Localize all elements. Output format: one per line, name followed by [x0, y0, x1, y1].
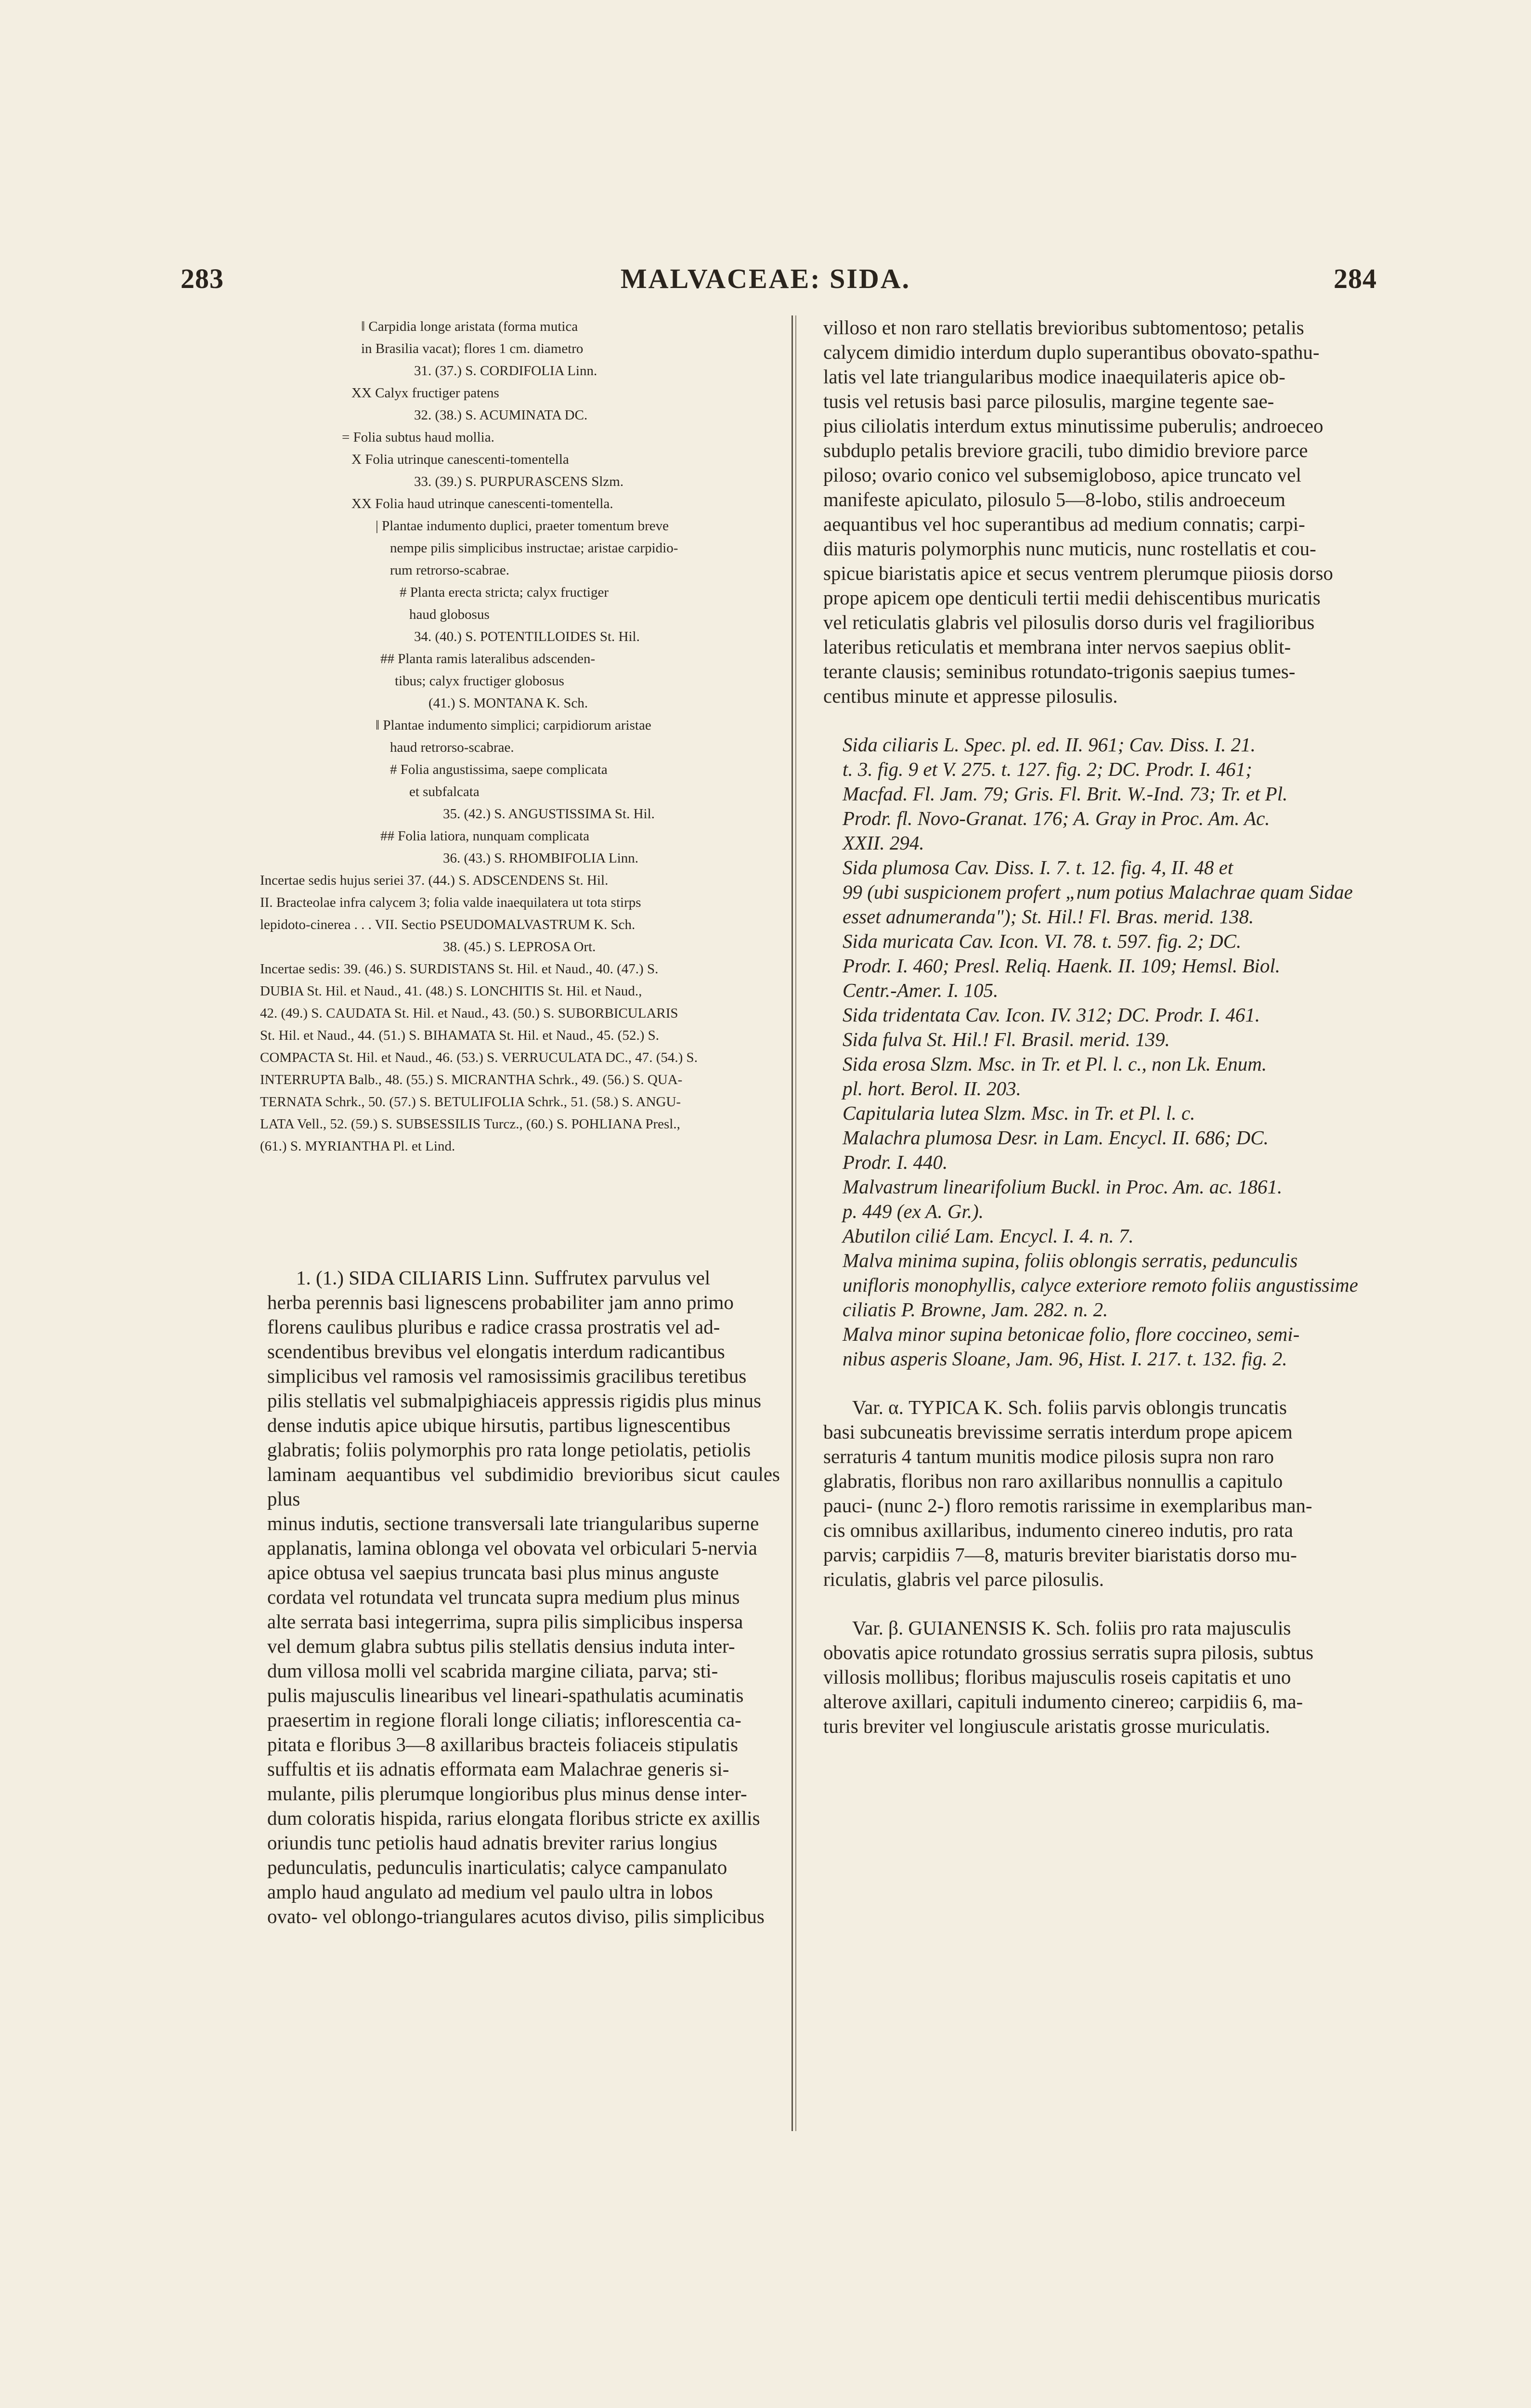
key-line: (61.) S. MYRIANTHA Pl. et Lind. [260, 1139, 455, 1154]
text-line: p. 449 (ex A. Gr.). [843, 1200, 984, 1222]
text-line: calycem dimidio interdum duplo superantibus obovato-spathu- [823, 341, 1320, 363]
key-line: 32. (38.) S. ACUMINATA DC. [414, 407, 588, 423]
text-line: terante clausis; seminibus rotundato-trigonis saepius tumes- [823, 660, 1296, 682]
key-line: TERNATA Schrk., 50. (57.) S. BETULIFOLIA Schrk., 51. (58.) S. ANGU- [260, 1094, 681, 1110]
text-line: oriundis tunc petiolis haud adnatis breviter rarius longius [267, 1832, 717, 1854]
text-line: vel reticulatis glabris vel pilosulis dorso duris vel fragilioribus [823, 611, 1315, 633]
key-line: rum retrorso-scabrae. [390, 563, 509, 578]
key-line: ‖ Plantae indumento simplici; carpidiorum aristae [376, 718, 651, 733]
text-line: cordata vel rotundata vel truncata supra medium plus minus [267, 1586, 740, 1608]
text-line: pauci- (nunc 2-) floro remotis rarissime in exemplaribus man- [823, 1494, 1312, 1517]
key-line: lepidoto-cinerea . . . VII. Sectio PSEUDOMALVASTRUM K. Sch. [260, 917, 636, 932]
text-line: Malvastrum linearifolium Buckl. in Proc. Am. ac. 1861. [843, 1176, 1283, 1198]
text-line: unifloris monophyllis, calyce exteriore remoto foliis angustissime [843, 1274, 1358, 1296]
text-line: Centr.-Amer. I. 105. [843, 979, 999, 1001]
key-line: in Brasilia vacat); flores 1 cm. diametro [361, 341, 584, 356]
text-line: glabratis, floribus non raro axillaribus nonnullis a capitulo [823, 1470, 1283, 1492]
text-line: herba perennis basi lignescens probabiliter jam anno primo [267, 1291, 734, 1313]
text-line: tusis vel retusis basi parce pilosulis, margine tegente sae- [823, 390, 1274, 412]
text-line: simplicibus vel ramosis vel ramosissimis gracilibus teretibus [267, 1365, 747, 1387]
key-line: XX Calyx fructiger patens [351, 385, 499, 401]
key-line: INTERRUPTA Balb., 48. (55.) S. MICRANTHA Schrk., 49. (56.) S. QUA- [260, 1072, 683, 1087]
text-line: esset adnumeranda"); St. Hil.! Fl. Bras. merid. 138. [843, 905, 1254, 928]
text-line: manifeste apiculato, pilosulo 5—8-lobo, stilis androeceum [823, 488, 1285, 510]
text-line: Sida muricata Cav. Icon. VI. 78. t. 597. fig. 2; DC. [843, 930, 1242, 952]
text-line: latis vel late triangularibus modice inaequilateris apice ob- [823, 366, 1285, 388]
text-line: mulante, pilis plerumque longioribus plus minus dense inter- [267, 1782, 747, 1805]
text-line: glabratis; foliis polymorphis pro rata longe petiolatis, petiolis [267, 1439, 751, 1461]
key-line: 34. (40.) S. POTENTILLOIDES St. Hil. [414, 629, 640, 644]
text-line: pilis stellatis vel submalpighiaceis appressis rigidis plus minus [267, 1389, 762, 1412]
key-line: (41.) S. MONTANA K. Sch. [428, 695, 588, 711]
text-line: pedunculatis, pedunculis inarticulatis; calyce campanulato [267, 1856, 727, 1878]
text-line: dum coloratis hispida, rarius elongata floribus stricte ex axillis [267, 1807, 760, 1829]
text-line: XXII. 294. [843, 832, 924, 854]
text-line: Var. β. GUIANENSIS K. Sch. foliis pro rata majusculis [852, 1617, 1291, 1639]
text-line: piloso; ovario conico vel subsemigloboso, apice truncato vel [823, 464, 1301, 486]
text-line: riculatis, glabris vel parce pilosulis. [823, 1568, 1104, 1590]
running-title: MALVACEAE: SIDA. [620, 263, 911, 294]
key-line: DUBIA St. Hil. et Naud., 41. (48.) S. LONCHITIS St. Hil. et Naud., [260, 983, 642, 999]
text-line: Sida fulva St. Hil.! Fl. Brasil. merid. 139. [843, 1028, 1170, 1050]
text-line: nibus asperis Sloane, Jam. 96, Hist. I. 217. t. 132. fig. 2. [843, 1348, 1287, 1370]
key-line: COMPACTA St. Hil. et Naud., 46. (53.) S. VERRUCULATA DC., 47. (54.) S. [260, 1050, 698, 1065]
text-line: serraturis 4 tantum munitis modice pilosis supra non raro [823, 1445, 1274, 1467]
text-line: praesertim in regione florali longe ciliatis; inflorescentia ca- [267, 1709, 741, 1731]
text-line: Sida plumosa Cav. Diss. I. 7. t. 12. fig. 4, II. 48 et [843, 856, 1233, 878]
text-line: t. 3. fig. 9 et V. 275. t. 127. fig. 2; DC. Prodr. I. 461; [843, 758, 1252, 780]
text-line: ciliatis P. Browne, Jam. 282. n. 2. [843, 1298, 1108, 1321]
key-line: ## Planta ramis lateralibus adscenden- [380, 651, 596, 667]
text-line: dum villosa molli vel scabrida margine ciliata, parva; sti- [267, 1660, 718, 1682]
text-line: amplo haud angulato ad medium vel paulo ultra in lobos [267, 1881, 713, 1903]
text-line: 99 (ubi suspicionem profert „num potius Malachrae quam Sidae [843, 881, 1353, 903]
text-line: scendentibus brevibus vel elongatis interdum radicantibus [267, 1340, 725, 1362]
variety-alpha [823, 1395, 1370, 1592]
text-line: laminam aequantibus vel subdimidio brevioribus sicut caules plus [267, 1463, 780, 1510]
text-line: florens caulibus pluribus e radice crassa prostratis vel ad- [267, 1316, 720, 1338]
key-line: St. Hil. et Naud., 44. (51.) S. BIHAMATA St. Hil. et Naud., 45. (52.) S. [260, 1028, 659, 1043]
text-line: applanatis, lamina oblonga vel obovata vel orbiculari 5-nervia [267, 1537, 757, 1559]
text-line: Abutilon cilié Lam. Encycl. I. 4. n. 7. [843, 1225, 1134, 1247]
text-line: pl. hort. Berol. II. 203. [843, 1077, 1021, 1099]
text-line: suffultis et iis adnatis efformata eam Malachrae generis si- [267, 1758, 729, 1780]
text-line: villosis mollibus; floribus majusculis roseis capitatis et uno [823, 1666, 1291, 1688]
text-line: vel demum glabra subtus pilis stellatis densius induta inter- [267, 1635, 735, 1657]
text-line: basi subcuneatis brevissime serratis interdum prope apicem [823, 1421, 1293, 1443]
text-line: centibus minute et appresse pilosulis. [823, 685, 1118, 707]
text-line: Capitularia lutea Slzm. Msc. in Tr. et Pl. l. c. [843, 1102, 1195, 1124]
text-line: 1. (1.) SIDA CILIARIS Linn. Suffrutex parvulus vel [296, 1267, 711, 1289]
key-line: Incertae sedis: 39. (46.) S. SURDISTANS St. Hil. et Naud., 40. (47.) S. [260, 961, 659, 977]
text-line: pulis majusculis linearibus vel lineari-spathulatis acuminatis [267, 1684, 744, 1706]
page-number-right: 284 [1334, 263, 1377, 294]
text-line: pius ciliolatis interdum extus minutissime puberulis; androeceo [823, 415, 1323, 437]
column-divider-inner [795, 315, 796, 2131]
species-description-continued [823, 315, 1370, 708]
text-line: apice obtusa vel saepius truncata basi plus minus anguste [267, 1561, 719, 1584]
text-line: subduplo petalis breviore gracili, tubo dimidio breviore parce [823, 439, 1308, 461]
key-line: | Plantae indumento duplici, praeter tomentum breve [376, 518, 669, 534]
text-line: diis maturis polymorphis nunc muticis, nunc rostellatis et cou- [823, 537, 1316, 560]
key-line: et subfalcata [409, 784, 480, 799]
text-line: dense indutis apice ubique hirsutis, partibus lignescentibus [267, 1414, 731, 1436]
key-line: 36. (43.) S. RHOMBIFOLIA Linn. [443, 851, 639, 866]
key-line: # Planta erecta stricta; calyx fructiger [400, 585, 609, 600]
text-line: Sida tridentata Cav. Icon. IV. 312; DC. Prodr. I. 461. [843, 1004, 1260, 1026]
text-line: minus indutis, sectione transversali late triangularibus superne [267, 1512, 759, 1534]
key-line: haud retrorso-scabrae. [390, 740, 514, 755]
text-line: aequantibus vel hoc superantibus ad medium connatis; carpi- [823, 513, 1305, 535]
key-line: haud globosus [409, 607, 490, 622]
species-description-left [267, 1266, 780, 1929]
right-column [823, 315, 1370, 1739]
text-line: Prodr. I. 460; Presl. Reliq. Haenk. II. 109; Hemsl. Biol. [843, 955, 1281, 977]
key-line: XX Folia haud utrinque canescenti-tomentella. [351, 496, 613, 511]
column-divider [791, 315, 793, 2131]
text-line: Prodr. fl. Novo-Granat. 176; A. Gray in Proc. Am. Ac. [843, 807, 1270, 829]
text-line: parvis; carpidiis 7—8, maturis breviter biaristatis dorso mu- [823, 1544, 1297, 1566]
text-line: spicue biaristatis apice et secus ventrem plerumque piiosis dorso [823, 562, 1333, 584]
key-line: 31. (37.) S. CORDIFOLIA Linn. [414, 363, 597, 379]
key-line: ‖ Carpidia longe aristata (forma mutica [361, 319, 578, 334]
key-line: 38. (45.) S. LEPROSA Ort. [443, 939, 596, 955]
text-line: Malachra plumosa Desr. in Lam. Encycl. II. 686; DC. [843, 1126, 1269, 1149]
key-line: X Folia utrinque canescenti-tomentella [351, 452, 569, 467]
text-line: Macfad. Fl. Jam. 79; Gris. Fl. Brit. W.-Ind. 73; Tr. et Pl. [843, 783, 1288, 805]
text-line: pitata e floribus 3—8 axillaribus bracteis foliaceis stipulatis [267, 1733, 739, 1755]
text-line: turis breviter vel longiuscule aristatis grosse muriculatis. [823, 1715, 1270, 1737]
text-line: Prodr. I. 440. [843, 1151, 948, 1173]
key-line: ## Folia latiora, nunquam complicata [380, 828, 590, 844]
text-line: alterove axillari, capituli indumento cinereo; carpidiis 6, ma- [823, 1690, 1303, 1713]
key-line: Incertae sedis hujus seriei 37. (44.) S. ADSCENDENS St. Hil. [260, 873, 609, 888]
text-line: Var. α. TYPICA K. Sch. foliis parvis oblongis truncatis [852, 1396, 1287, 1418]
key-line: LATA Vell., 52. (59.) S. SUBSESSILIS Turcz., (60.) S. POHLIANA Presl., [260, 1116, 680, 1132]
key-line: tibus; calyx fructiger globosus [395, 673, 564, 689]
page-number-left: 283 [181, 263, 224, 294]
text-line: ovato- vel oblongo-triangulares acutos diviso, pilis simplicibus [267, 1905, 765, 1927]
key-line: = Folia subtus haud mollia. [342, 430, 494, 445]
text-line: prope apicem ope denticuli tertii medii dehiscentibus muricatis [823, 587, 1321, 609]
text-line: villoso et non raro stellatis brevioribus subtomentoso; petalis [823, 316, 1304, 339]
key-section [260, 315, 780, 1157]
text-line: Malva minor supina betonicae folio, flore coccineo, semi- [843, 1323, 1300, 1345]
text-line: Sida erosa Slzm. Msc. in Tr. et Pl. l. c., non Lk. Enum. [843, 1053, 1267, 1075]
text-line: obovatis apice rotundato grossius serratis supra pilosis, subtus [823, 1641, 1314, 1663]
variety-beta [823, 1616, 1370, 1739]
text-line: lateribus reticulatis et membrana inter nervos saepius oblit- [823, 636, 1291, 658]
key-line: II. Bracteolae infra calycem 3; folia valde inaequilatera ut tota stirps [260, 895, 641, 910]
key-line: 42. (49.) S. CAUDATA St. Hil. et Naud., 43. (50.) S. SUBORBICULARIS [260, 1006, 678, 1021]
text-line: Sida ciliaris L. Spec. pl. ed. II. 961; Cav. Diss. I. 21. [843, 733, 1256, 756]
synonymy [823, 733, 1370, 1371]
text-line: cis omnibus axillaribus, indumento cinereo indutis, pro rata [823, 1519, 1293, 1541]
key-line: # Folia angustissima, saepe complicata [390, 762, 608, 777]
text-line: alte serrata basi integerrima, supra pilis simplicibus inspersa [267, 1610, 743, 1633]
key-line: 35. (42.) S. ANGUSTISSIMA St. Hil. [443, 806, 655, 822]
key-line: nempe pilis simplicibus instructae; aristae carpidio- [390, 540, 678, 556]
text-line: Malva minima supina, foliis oblongis serratis, pedunculis [843, 1249, 1298, 1271]
key-line: 33. (39.) S. PURPURASCENS Slzm. [414, 474, 624, 489]
